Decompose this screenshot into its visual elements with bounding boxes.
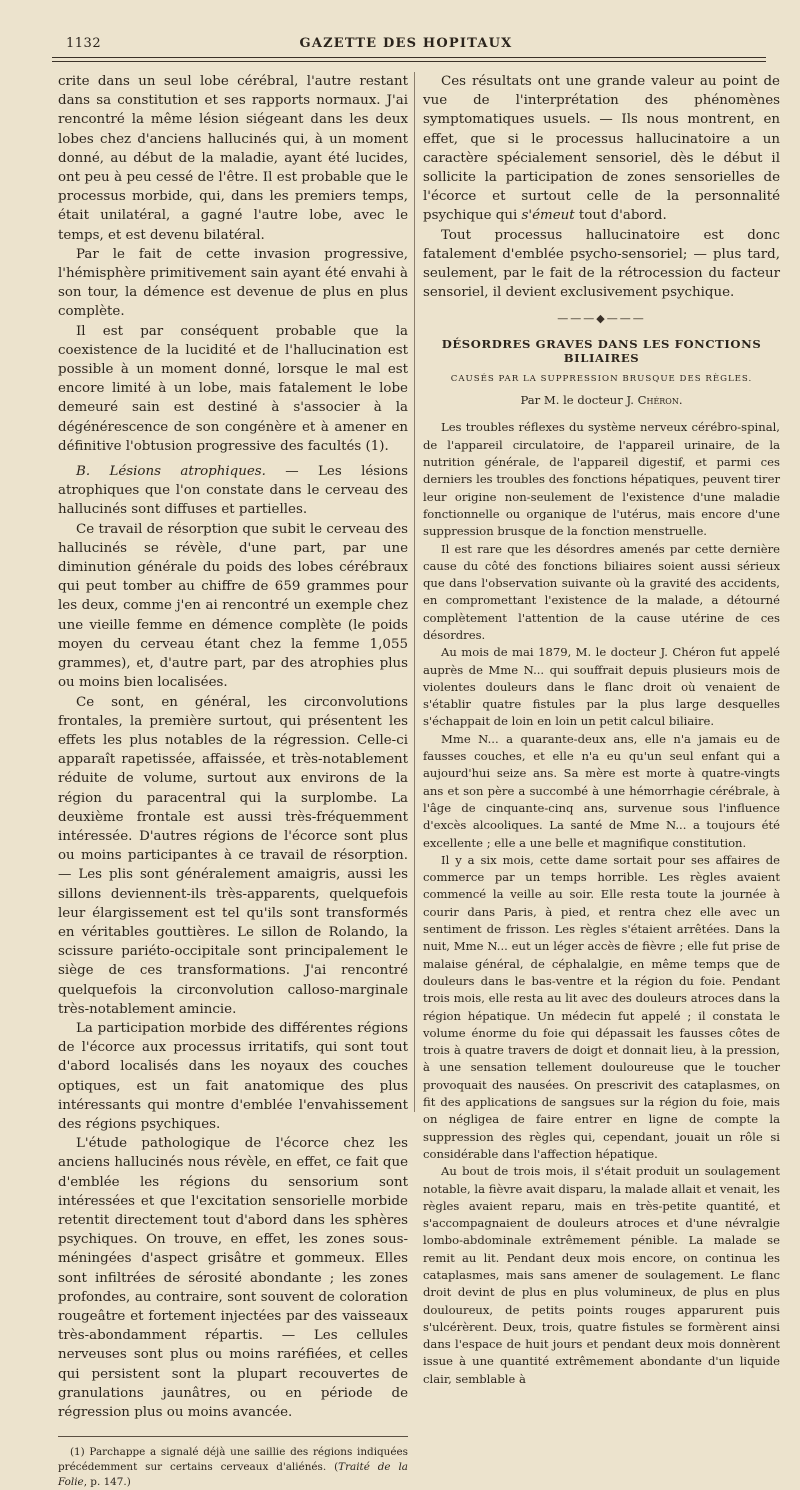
byline-suffix: . [678, 393, 683, 408]
paragraph: La participation morbide des différentes régions de l'écorce aux processus irritatifs, qui sont tout d'abord localisés dans les noyaux des couches optiques, est un fait anatomique des plus intéressants qui montre d'emblée l'envahissement des régions psychiques. [58, 1020, 408, 1132]
article-subtitle: CAUSÉS PAR LA SUPPRESSION BRUSQUE DES RÈGLES. [450, 374, 753, 385]
intro-emphasis: s'émeut [521, 208, 575, 224]
ornament-divider: ———◆——— [557, 312, 646, 326]
footnote-rule [58, 1436, 408, 1437]
section-b-paragraph [58, 462, 408, 520]
intro-block [423, 72, 780, 302]
paragraph: L'étude pathologique de l'écorce chez les anciens hallucinés nous révèle, en effet, ce fait que d'emblée les régions du sensorium sont intéressées et que l'excitation sensorielle morbide retentit directement tout d'abord dans les sphères psychiques. On trouve, en effet, les zones sous-méningées d'aspect grisâtre et gommeux. Elles sont infiltrées de sérosité abondante ; les zones profondes, au contraire, sont souvent de coloration rougeâtre et fortement injectées par des vaisseaux très-abondamment répartis. — Les cellules nerveuses sont plus ou moins raréfiées, et celles qui persistent sont la plupart recouvertes de granulations jaunâtres, ou en période de régression plus ou moins avancée. [58, 1136, 408, 1421]
left-column [58, 72, 408, 1490]
right-column [423, 72, 780, 1388]
footnote-ref-title: Traité de la Folie [58, 1461, 408, 1489]
paragraph: Les troubles réflexes du système nerveux cérébro-spinal, de l'appareil circulatoire, de l'appareil urinaire, de la nutrition générale, de l'appareil digestif, et parmi ces derniers les troubles des fonctions hépatiques, peuvent tirer leur origine non-seulement de l'existence d'une maladie fonctionnelle ou organique de l'utérus, mais encore d'une suppression brusque de la fonction menstruelle. [423, 420, 780, 539]
header-rule-double [52, 61, 766, 62]
footnote-ref-page: , p. 147.) [83, 1476, 131, 1489]
article-byline [423, 393, 780, 407]
paragraph: crite dans un seul lobe cérébral, l'autre restant dans sa constitution et ses rapports normaux. J'ai rencontré la même lésion siégeant dans les deux lobes chez d'anciens hallucinés qui, à un moment donné, au début de la maladie, ayant été lucides, ont peu à peu cessé de l'être. Il est probable que le processus morbide, qui, dans les premiers temps, était unilatéral, a gagné l'autre lobe, avec le temps, et est devenu bilatéral. [58, 74, 408, 243]
page-header [52, 36, 760, 58]
article-title: DÉSORDRES GRAVES DANS LES FONCTIONS BILIAIRES [441, 337, 762, 366]
paragraph: Tout processus hallucinatoire est donc fatalement d'emblée psycho-sensoriel; — plus tard, seulement, par le fait de la rétrocession du facteur sensoriel, il devient exclusivement psychique. [423, 227, 780, 301]
byline-prefix: Par M. le docteur J. [520, 393, 638, 408]
paragraph: Il y a six mois, cette dame sortait pour ses affaires de commerce par un temps horrible. Les règles avaient commencé la veille au soir. Elle resta toute la journée à courir dans Paris, à pied, et rentra chez elle avec un sentiment de frisson. Les règles s'étaient arrêtées. Dans la nuit, Mme N... eut un léger accès de fièvre ; elle fut prise de malaise général, de céphalalgie, en même temps que de douleurs dans le bas-ventre et la région du foie. Pendant trois mois, elle resta au lit avec des douleurs atroces dans la région hépatique. Un médecin fut appelé ; il constata le volume énorme du foie qui dépassait les fausses côtes de trois à quatre travers de doigt et donnait lieu, à la pression, à une sensation tellement douloureuse que le toucher provoquait des nausées. On prescrivit des cataplasmes, on fit des applications de sangsues sur la région du foie, mais on négligea de faire entrer en ligne de compte la suppression des règles qui, cependant, jouait un rôle si considérable dans l'affection hépatique. [423, 852, 780, 1161]
intro-text: Ces résultats ont une grande valeur au point de vue de l'interprétation des phénomènes symptomatiques usuels. — Ils nous montrent, en effet, que si le processus hallucinatoire a un caractère spécialement sensoriel, dès le début il sollicite la participation de zones sensorielles de l'écorce et surtout celle de la personnalité psychique qui [423, 74, 780, 224]
article-body [423, 419, 780, 1388]
paragraph: Par le fait de cette invasion progressive, l'hémisphère primitivement sain ayant été envahi à son tour, la démence est devenue de plus en plus complète. [58, 246, 408, 320]
header-rule [52, 57, 766, 58]
paragraph: Au bout de trois mois, il s'était produit un soulagement notable, la fièvre avait disparu, la malade allait et venait, les règles avaient reparu, mais en très-petite quantité, et s'accompagnaient de douleurs atroces et d'une névralgie lombo-abdominale extrêmement pénible. La malade se remit au lit. Pendant deux mois encore, on continua les cataplasmes, mais sans amener de soulagement. Le flanc droit devint de plus en plus volumineux, de plus en plus douloureux, de petits points rouges apparurent puis s'ulcérèrent. Deux, trois, quatre fistules se formèrent ainsi dans l'espace de huit jours et pendant deux mois donnèrent issue à une quantité extrêmement abondante d'un liquide clair, semblable à [423, 1164, 780, 1386]
page-number: 1132 [66, 36, 102, 51]
section-b-lead: — Les lésions atrophiques que l'on constate dans le cerveau des hallucinés sont diffuses et partielles. [58, 464, 408, 518]
paragraph [423, 72, 780, 226]
section-b-heading: B. Lésions atrophiques. [76, 464, 266, 480]
intro-tail: tout d'abord. [574, 208, 667, 224]
paragraph: Ce travail de résorption que subit le cerveau des hallucinés se révèle, d'une part, par une diminution générale du poids des lobes cérébraux qui peut tomber au chiffre de 659 grammes pour les deux, comme j'en ai rencontré un exemple chez une vieille femme en démence complète (le poids moyen du cerveau étant chez la femme 1,055 grammes), et, d'autre part, par des atrophies plus ou moins bien localisées. [58, 521, 408, 691]
journal-title: GAZETTE DES HOPITAUX [299, 36, 513, 51]
paragraph: Au mois de mai 1879, M. le docteur J. Chéron fut appelé auprès de Mme N... qui souffrait depuis plusieurs mois de violentes douleurs dans le flanc droit où venaient de s'établir quatre fistules par la plus large desquelles s'échappait de loin en loin un petit calcul biliaire. [423, 645, 780, 729]
byline-name: Chéron [637, 393, 679, 408]
paragraph: Il est par conséquent probable que la coexistence de la lucidité et de l'hallucination est possible à un moment donné, lorsque le mal est encore limité à un lobe, mais fatalement le lobe demeuré sain est destiné à s'associer à la dégénérescence de son congénère et à amener en définitive l'obtusion progressive des facultés (1). [58, 323, 408, 454]
column-separator [414, 72, 415, 1112]
paragraph: Ce sont, en général, les circonvolutions frontales, la première surtout, qui présentent les effets les plus notables de la régression. Celle-ci apparaît rapetissée, affaissée, et très-notablement réduite de volume, surtout aux environs de la région du paracentral qui la surplombe. La deuxième frontale est aussi très-fréquemment intéressée. D'autres régions de l'écorce sont plus ou moins participantes à ce travail de résorption. — Les plis sont généralement amaigris, aussi les sillons deviennent-ils très-apparents, quelquefois leur élargissement est tel qu'ils sont transformés en véritables gouttières. Le sillon de Rolando, la scissure pariéto-occipitale sont principalement le siège de ces transformations. J'ai rencontré quelquefois la circonvolution calloso-marginale très-notablement amincie. [58, 694, 408, 1017]
paragraph: Mme N... a quarante-deux ans, elle n'a jamais eu de fausses couches, et elle n'a eu qu'un seul enfant qui a aujourd'hui seize ans. Sa mère est morte à quatre-vingts ans et son père a succombé à une hémorrhagie cérébrale, à l'âge de cinquante-cinq ans, survenue sous l'influence d'excès alcooliques. La santé de Mme N... a toujours été excellente ; elle a une belle et magnifique constitution. [423, 731, 780, 850]
footnote-text: (1) Parchappe a signalé déjà une saillie des régions indiquées précédemment sur certains cerveaux d'aliénés. ( [58, 1446, 408, 1474]
paragraph: Il est rare que les désordres amenés par cette dernière cause du côté des fonctions biliaires soient aussi sérieux que dans l'observation suivante où la gravité des accidents, en compromettant l'existence de la malade, a détourné complètement l'attention de la cause utérine de ces désordres. [423, 541, 780, 642]
footnote [58, 1445, 408, 1490]
